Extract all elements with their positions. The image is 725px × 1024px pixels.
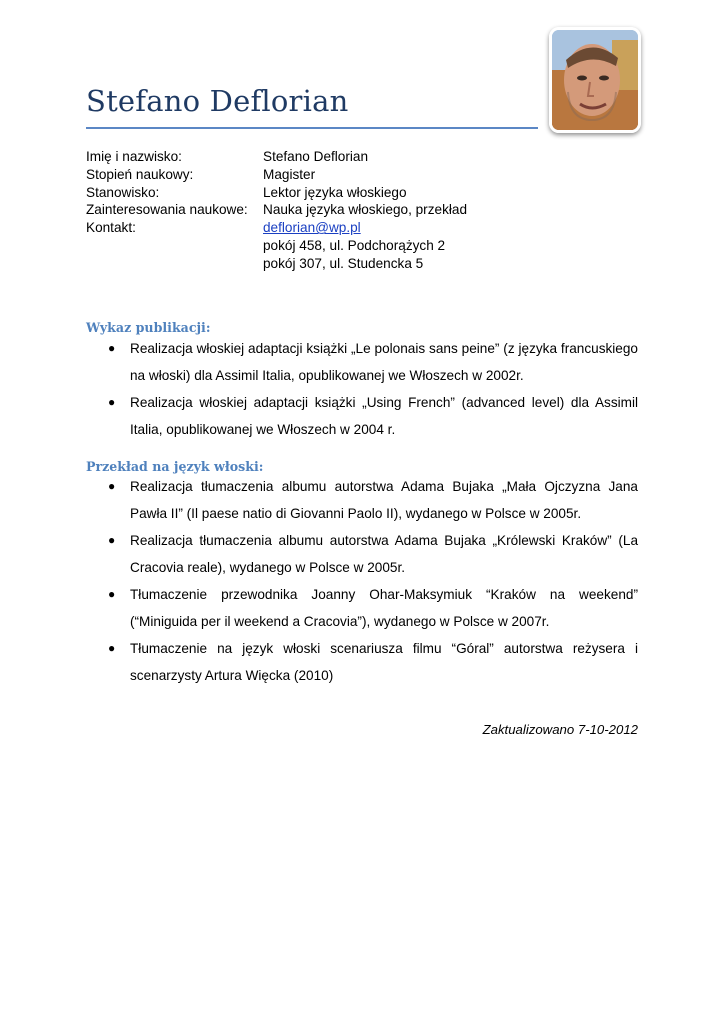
- bullet-icon: ●: [108, 395, 116, 409]
- info-value: [263, 219, 361, 237]
- info-row-room-1: [86, 237, 467, 255]
- list-item: [86, 335, 638, 389]
- info-label: Imię i nazwisko:: [86, 149, 182, 164]
- list-item-text: Realizacja włoskiej adaptacji książki „Using French” (advanced level) dla Assimil Italia, opublikowanej we Włoszech w 2004 r.: [130, 395, 638, 437]
- info-row-degree: [86, 166, 467, 184]
- list-item-text: Realizacja tłumaczenia albumu autorstwa Adama Bujaka „Mała Ojczyzna Jana Pawła II” (Il paese natio di Giovanni Paolo II), wydanego w Polsce w 2005r.: [130, 479, 638, 521]
- info-row-name: [86, 148, 467, 166]
- publications-heading: Wykaz publikacji:: [86, 320, 211, 335]
- bullet-icon: ●: [108, 587, 116, 601]
- info-label: Kontakt:: [86, 220, 136, 236]
- bullet-icon: ●: [108, 479, 116, 493]
- info-label: [86, 255, 263, 273]
- info-value: Nauka języka włoskiego, przekład: [263, 202, 468, 218]
- info-label: [86, 237, 263, 255]
- info-value: pokój 307, ul. Studencka 5: [263, 255, 424, 271]
- info-row-room-2: [86, 255, 467, 273]
- list-item-text: Realizacja tłumaczenia albumu autorstwa Adama Bujaka „Królewski Kraków” (La Cracovia reale), wydanego w Polsce w 2005r.: [130, 533, 638, 575]
- personal-info: [86, 148, 467, 273]
- email-link[interactable]: deflorian@wp.pl: [263, 220, 361, 236]
- info-label: Stanowisko:: [86, 184, 160, 200]
- list-item: [86, 473, 638, 527]
- publications-list: [86, 335, 638, 443]
- translations-heading: Przekład na język włoski:: [86, 459, 264, 474]
- last-updated: Zaktualizowano 7-10-2012: [482, 722, 638, 737]
- list-item: [86, 389, 638, 443]
- bullet-icon: ●: [108, 533, 116, 547]
- profile-photo: [549, 27, 641, 133]
- portrait-image: [552, 30, 638, 130]
- info-row-interests: [86, 201, 467, 219]
- list-item-text: Tłumaczenie na język włoski scenariusza filmu “Góral” autorstwa reżysera i scenarzysty Artura Więcka (2010): [130, 641, 638, 683]
- list-item: [86, 635, 638, 689]
- info-value: Lektor języka włoskiego: [263, 184, 407, 200]
- info-value: Stefano Deflorian: [263, 149, 369, 164]
- list-item: [86, 581, 638, 635]
- info-row-position: [86, 184, 467, 202]
- info-value: pokój 458, ul. Podchorążych 2: [263, 237, 446, 253]
- info-label: Zainteresowania naukowe:: [86, 202, 248, 218]
- bullet-icon: ●: [108, 341, 116, 355]
- info-value: Magister: [263, 166, 316, 182]
- list-item-text: Realizacja włoskiej adaptacji książki „Le polonais sans peine” (z języka francuskiego na włoski) dla Assimil Italia, opublikowanej we Włoszech w 2002r.: [130, 341, 638, 383]
- list-item-text: Tłumaczenie przewodnika Joanny Ohar-Maksymiuk “Kraków na weekend” (“Miniguida per il weekend a Cracovia”), wydanego w Polsce w 2007r.: [130, 587, 638, 629]
- list-item: [86, 527, 638, 581]
- info-row-contact: [86, 219, 467, 237]
- bullet-icon: ●: [108, 641, 116, 655]
- info-label: Stopień naukowy:: [86, 166, 194, 182]
- page-title: Stefano Deflorian: [86, 84, 349, 118]
- title-underline: [86, 127, 538, 129]
- translations-list: [86, 473, 638, 689]
